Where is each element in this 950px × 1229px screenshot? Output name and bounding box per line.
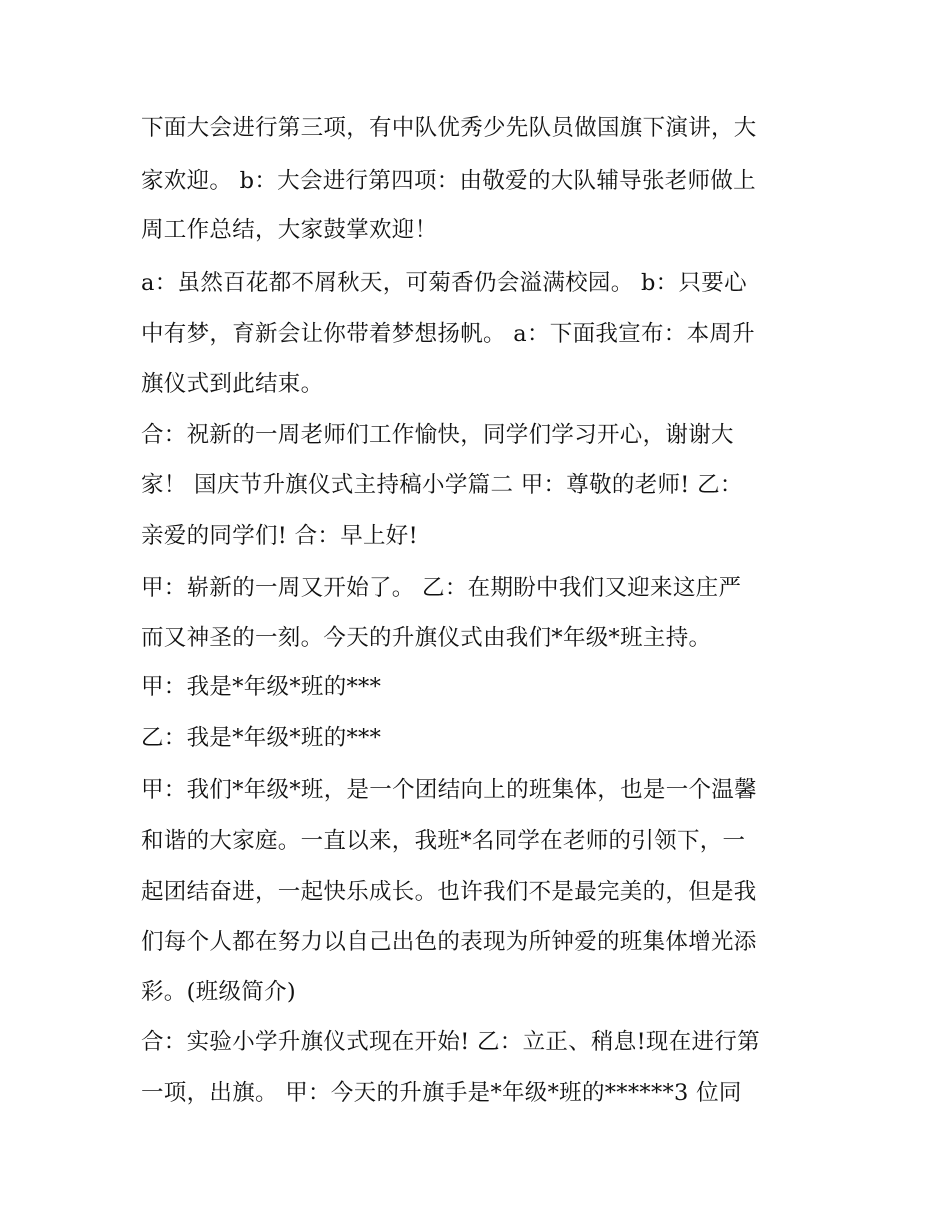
text-line: 甲：我是*年级*班的*** bbox=[141, 674, 382, 700]
text-line: 乙：我是*年级*班的*** bbox=[141, 725, 382, 751]
text-line: 一项，出旗。 甲：今天的升旗手是*年级*班的******3 位同 bbox=[141, 1080, 742, 1106]
text-line: 亲爱的同学们! 合：早上好! bbox=[141, 523, 418, 549]
text-line: 和谐的大家庭。一直以来，我班*名同学在老师的引领下，一 bbox=[141, 828, 746, 854]
text-line: 而又神圣的一刻。今天的升旗仪式由我们*年级*班主持。 bbox=[141, 625, 712, 651]
text-line: 甲：我们*年级*班，是一个团结向上的班集体，也是一个温馨 bbox=[141, 777, 757, 803]
text-line: 合：祝新的一周老师们工作愉快，同学们学习开心，谢谢大 bbox=[141, 422, 734, 448]
text-line: 下面大会进行第三项，有中队优秀少先队员做国旗下演讲，大 bbox=[141, 115, 757, 141]
text-line: 彩。(班级简介) bbox=[141, 979, 296, 1005]
text-line: 合：实验小学升旗仪式现在开始! 乙：立正、稍息!现在进行第 bbox=[141, 1029, 760, 1055]
text-line: 甲：崭新的一周又开始了。 乙：在期盼中我们又迎来这庄严 bbox=[141, 575, 742, 601]
text-line: 家欢迎。 b：大会进行第四项：由敬爱的大队辅导张老师做上 bbox=[141, 168, 756, 194]
text-line: 中有梦，育新会让你带着梦想扬帆。 a：下面我宣布：本周升 bbox=[141, 321, 755, 347]
text-line: 起团结奋进，一起快乐成长。也许我们不是最完美的，但是我 bbox=[141, 879, 757, 905]
text-line: 们每个人都在努力以自己出色的表现为所钟爱的班集体增光添 bbox=[141, 929, 757, 955]
text-line: 旗仪式到此结束。 bbox=[141, 371, 324, 397]
text-line: a：虽然百花都不屑秋天，可菊香仍会溢满校园。 b：只要心 bbox=[141, 270, 747, 296]
text-line: 家！ 国庆节升旗仪式主持稿小学篇二 甲：尊敬的老师! 乙： bbox=[141, 472, 743, 498]
text-line: 周工作总结，大家鼓掌欢迎！ bbox=[141, 217, 438, 243]
